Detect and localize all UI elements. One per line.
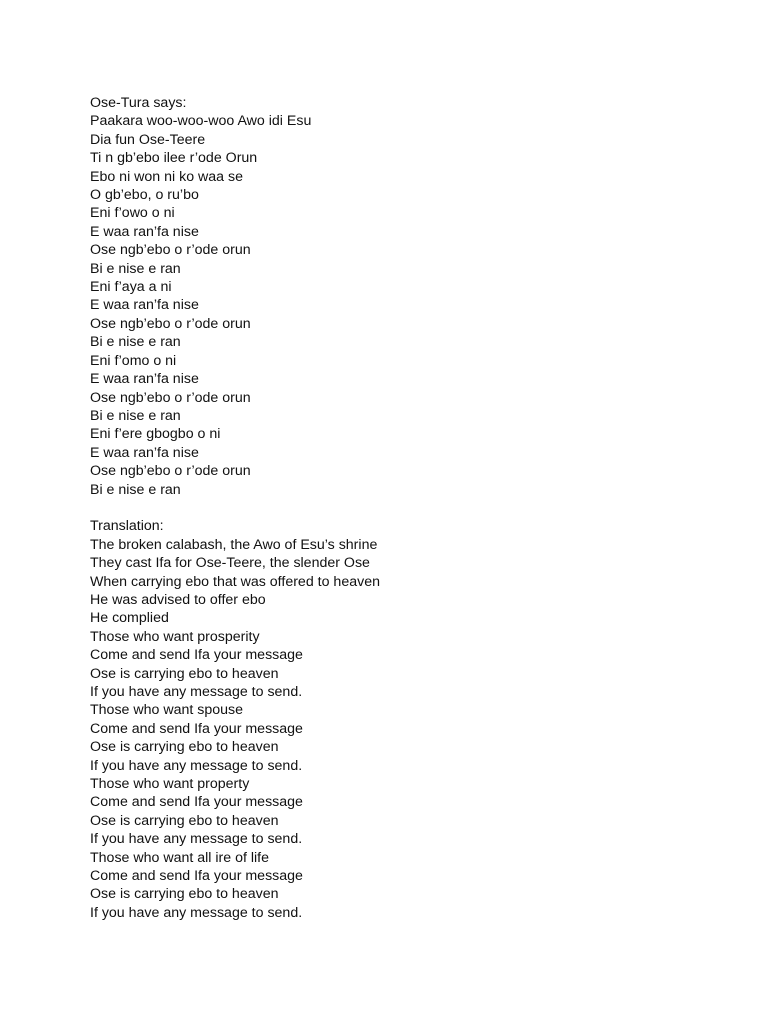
- translation-line: They cast Ifa for Ose-Teere, the slender Ose: [90, 555, 370, 572]
- original-line: Eni f’owo o ni: [90, 205, 175, 222]
- translation-line: Ose is carrying ebo to heaven: [90, 665, 279, 682]
- original-verse: [90, 112, 730, 499]
- original-heading: Ose-Tura says:: [90, 95, 187, 111]
- original-line: Eni f’ere gbogbo o ni: [90, 426, 221, 443]
- original-line: Dia fun Ose-Teere: [90, 131, 206, 148]
- translation-line: The broken calabash, the Awo of Esu’s shrine: [90, 536, 378, 553]
- translation-line: Those who want property: [90, 776, 250, 793]
- original-line: Ose ngb’ebo o r’ode orun: [90, 389, 251, 406]
- translation-verse: [90, 536, 730, 923]
- original-line: Ose ngb’ebo o r’ode orun: [90, 242, 251, 259]
- original-line: Ose ngb’ebo o r’ode orun: [90, 315, 251, 332]
- original-line: E waa ran’fa nise: [90, 223, 199, 240]
- section-spacer: [90, 499, 730, 517]
- translation-line: He complied: [90, 610, 169, 627]
- translation-line: Come and send Ifa your message: [90, 647, 303, 664]
- translation-line: When carrying ebo that was offered to heaven: [90, 573, 380, 590]
- translation-line: Those who want prosperity: [90, 628, 260, 645]
- original-line: E waa ran’fa nise: [90, 297, 199, 314]
- original-line: Eni f’omo o ni: [90, 352, 177, 369]
- original-line: E waa ran’fa nise: [90, 444, 199, 461]
- translation-line: Come and send Ifa your message: [90, 868, 303, 885]
- translation-line: Those who want all ire of life: [90, 849, 270, 866]
- original-line: Paakara woo-woo-woo Awo idi Esu: [90, 113, 312, 130]
- original-line: Bi e nise e ran: [90, 407, 181, 424]
- translation-line: If you have any message to send.: [90, 831, 303, 848]
- translation-line: If you have any message to send.: [90, 757, 303, 774]
- original-line: Bi e nise e ran: [90, 334, 181, 351]
- translation-line: Ose is carrying ebo to heaven: [90, 812, 279, 829]
- original-line: Eni f’aya a ni: [90, 279, 172, 296]
- original-line: Ebo ni won ni ko waa se: [90, 168, 244, 185]
- original-line: O gb’ebo, o ru’bo: [90, 187, 199, 204]
- original-line: Bi e nise e ran: [90, 481, 181, 498]
- document-body: [90, 94, 730, 922]
- translation-line: Those who want spouse: [90, 702, 244, 719]
- original-line: Bi e nise e ran: [90, 260, 181, 277]
- translation-heading: Translation:: [90, 518, 164, 535]
- translation-line: Come and send Ifa your message: [90, 720, 303, 737]
- translation-line: Ose is carrying ebo to heaven: [90, 739, 279, 756]
- original-line: Ose ngb’ebo o r’ode orun: [90, 463, 251, 480]
- translation-line: Come and send Ifa your message: [90, 794, 303, 811]
- translation-line: If you have any message to send.: [90, 683, 303, 700]
- translation-line: Ose is carrying ebo to heaven: [90, 886, 279, 903]
- original-line: Ti n gb’ebo ilee r’ode Orun: [90, 150, 258, 167]
- translation-line: If you have any message to send.: [90, 904, 303, 921]
- translation-line: He was advised to offer ebo: [90, 591, 266, 608]
- original-line: E waa ran’fa nise: [90, 371, 199, 388]
